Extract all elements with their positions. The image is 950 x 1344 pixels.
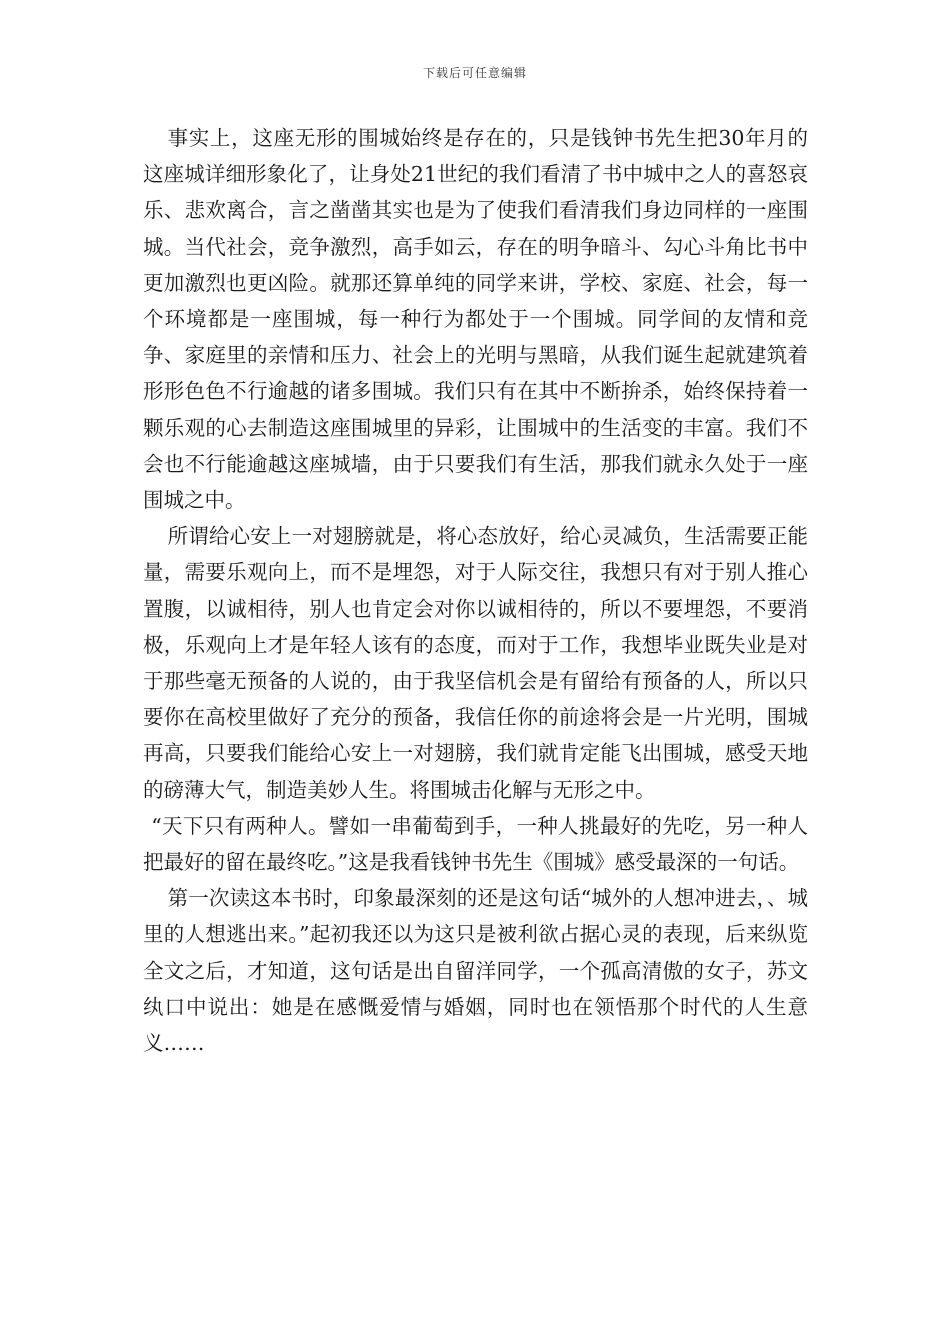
document-body (143, 120, 808, 1061)
paragraph-2: 所谓给心安上一对翅膀就是，将心态放好，给心灵减负，生活需要正能量，需要乐观向上，而不是埋怨，对于人际交往，我想只有对于别人推心置腹，以诚相待，别人也肯定会对你以诚相待的，所以不要埋怨，不要消极，乐观向上才是年轻人该有的态度，而对于工作，我想毕业既失业是对于那些毫无预备的人说的，由于我坚信机会是有留给有预备的人，所以只要你在高校里做好了充分的预备，我信任你的前途将会是一片光明，围城再高，只要我们能给心安上一对翅膀，我们就肯定能飞出围城，感受天地的磅薄大气，制造美妙人生。将围城击化解与无形之中。 (143, 524, 808, 802)
paragraph-4: 第一次读这本书时，印象最深刻的还是这句话“城外的人想冲进去，、城里的人想逃出来。”起初我还以为这只是被利欲占据心灵的表现，后来纵览全文之后，才知道，这句话是出自留洋同学，一个孤高清傲的女子，苏文纨口中说出：她是在感慨爱情与婚姻，同时也在领悟那个时代的人生意义…… (143, 886, 808, 1056)
paragraph-1: 事实上，这座无形的围城始终是存在的，只是钱钟书先生把30年月的这座城详细形象化了，让身处21世纪的我们看清了书中城中之人的喜怒哀乐、悲欢离合，言之凿凿其实也是为了使我们看清我们身边同样的一座围城。当代社会，竞争激烈，高手如云，存在的明争暗斗、勾心斗角比书中更加激烈也更凶险。就那还算单纯的同学来讲，学校、家庭、社会，每一个环境都是一座围城，每一种行为都处于一个围城。同学间的友情和竞争、家庭里的亲情和压力、社会上的光明与黑暗，从我们诞生起就建筑着形形色色不行逾越的诸多围城。我们只有在其中不断拚杀，始终保持着一颗乐观的心去制造这座围城里的异彩，让围城中的生活变的丰富。我们不会也不行能逾越这座城墙，由于只要我们有生活，那我们就永久处于一座围城之中。 (143, 126, 808, 513)
paragraph-3-quote: “天下只有两种人。譬如一串葡萄到手，一种人挑最好的先吃，另一种人把最好的留在最终吃。”这是我看钱钟书先生《围城》感受最深的一句话。 (143, 813, 808, 875)
header-note: 下载后可任意编辑 (422, 66, 527, 80)
